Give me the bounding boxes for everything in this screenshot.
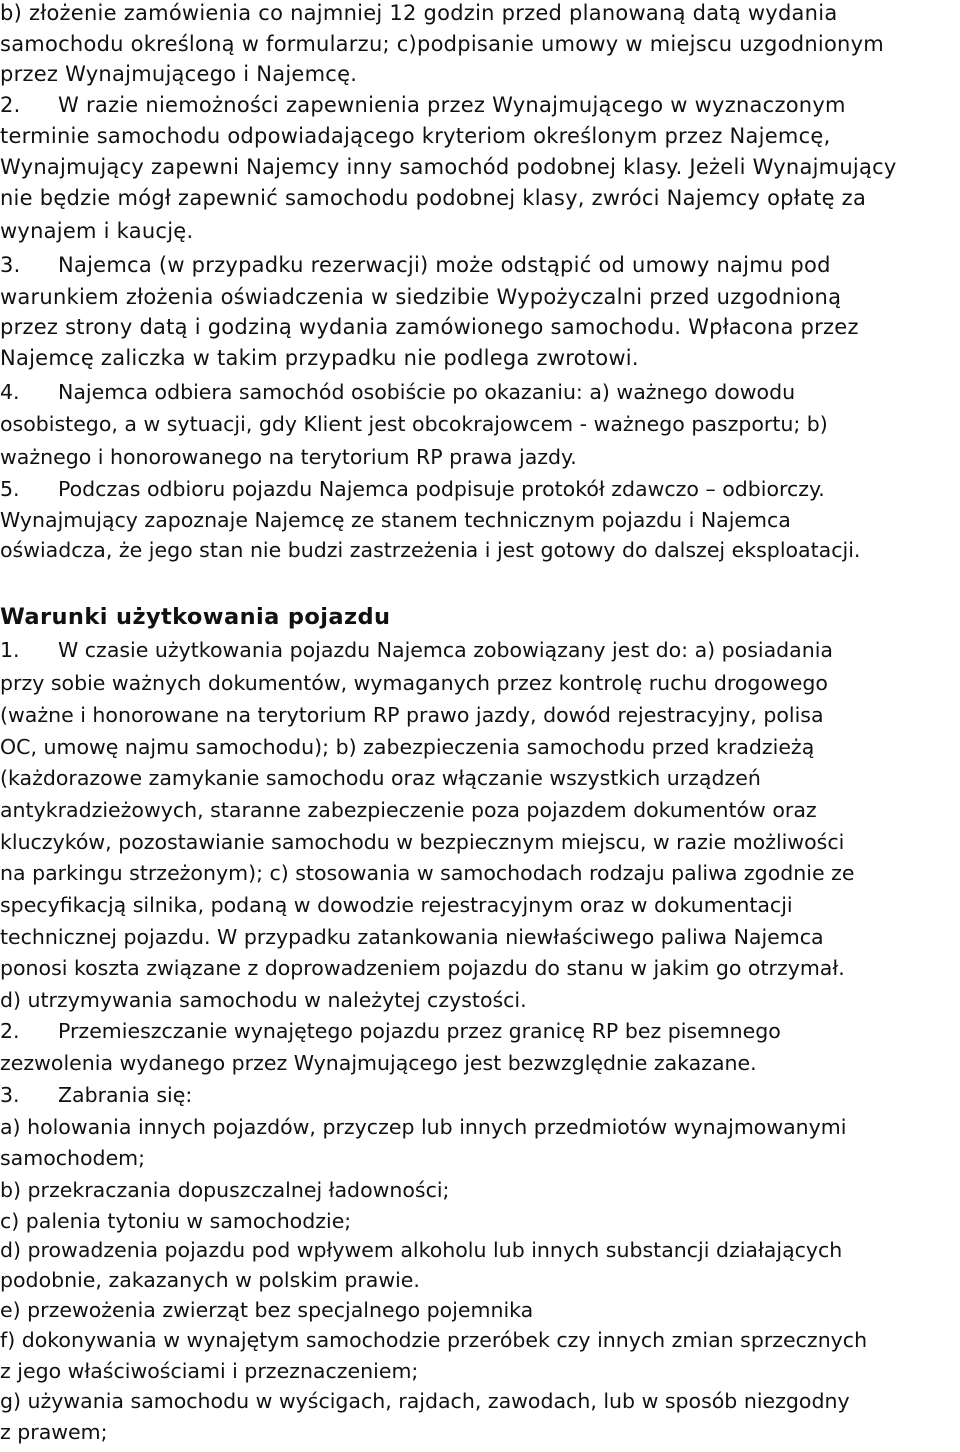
text-line: antykradzieżowych, staranne zabezpieczenie poza pojazdem dokumentów oraz	[0, 798, 817, 822]
item-number: 3.	[0, 1083, 20, 1107]
item-number: 4.	[0, 380, 20, 404]
text-line: technicznej pojazdu. W przypadku zatankowania niewłaściwego paliwa Najemca	[0, 925, 824, 949]
item-number: 3.	[0, 253, 21, 277]
text-line: warunkiem złożenia oświadczenia w siedzibie Wypożyczalni przed uzgodnioną	[0, 285, 842, 309]
item-number: 5.	[0, 477, 20, 501]
text-line: z jego właściwościami i przeznaczeniem;	[0, 1359, 419, 1383]
text-line: b) złożenie zamówienia co najmniej 12 godzin przed planowaną datą wydania	[0, 1, 838, 25]
text-line: oświadcza, że jego stan nie budzi zastrzeżenia i jest gotowy do dalszej eksploatacji.	[0, 538, 861, 562]
text-line: e) przewożenia zwierząt bez specjalnego pojemnika	[0, 1298, 534, 1322]
text-line: nie będzie mógł zapewnić samochodu podobnej klasy, zwróci Najemcy opłatę za	[0, 186, 867, 210]
text-line: osobistego, a w sytuacji, gdy Klient jest obcokrajowcem - ważnego paszportu; b)	[0, 412, 828, 436]
text-line: przy sobie ważnych dokumentów, wymaganych przez kontrolę ruchu drogowego	[0, 671, 828, 695]
condition-2-first-line	[0, 1021, 781, 1042]
item-text: Najemca (w przypadku rezerwacji) może odstąpić od umowy najmu pod	[58, 253, 831, 277]
text-line: przez Wynajmującego i Najemcę.	[0, 62, 358, 86]
text-line: przez strony datą i godziną wydania zamówionego samochodu. Wpłacona przez	[0, 315, 859, 339]
text-line: g) używania samochodu w wyścigach, rajdach, zawodach, lub w sposób niezgodny	[0, 1389, 850, 1413]
text-line: z prawem;	[0, 1420, 108, 1444]
item-text: Najemca odbiera samochód osobiście po okazaniu: a) ważnego dowodu	[58, 380, 796, 404]
item-3-first-line	[0, 255, 831, 276]
item-text: W razie niemożności zapewnienia przez Wynajmującego w wyznaczonym	[58, 93, 846, 117]
item-5-first-line	[0, 479, 825, 500]
text-line: ważnego i honorowanego na terytorium RP prawa jazdy.	[0, 445, 577, 469]
text-line: b) przekraczania dopuszczalnej ładowności;	[0, 1178, 450, 1202]
item-number: 2.	[0, 1019, 20, 1043]
text-line: Najemcę zaliczka w takim przypadku nie podlega zwrotowi.	[0, 346, 639, 370]
text-line: samochodem;	[0, 1146, 146, 1170]
text-line: f) dokonywania w wynajętym samochodzie przeróbek czy innych zmian sprzecznych	[0, 1328, 868, 1352]
text-line: podobnie, zakazanych w polskim prawie.	[0, 1268, 420, 1292]
text-line: wynajem i kaucję.	[0, 219, 194, 243]
text-line: samochodu określoną w formularzu; c)podpisanie umowy w miejscu uzgodnionym	[0, 32, 885, 56]
condition-1-first-line	[0, 640, 833, 661]
text-line: OC, umowę najmu samochodu); b) zabezpieczenia samochodu przed kradzieżą	[0, 735, 815, 759]
section-heading: Warunki użytkowania pojazdu	[0, 604, 391, 630]
text-line: na parkingu strzeżonym); c) stosowania w samochodach rodzaju paliwa zgodnie ze	[0, 861, 855, 885]
item-text: Podczas odbioru pojazdu Najemca podpisuje protokół zdawczo – odbiorczy.	[58, 477, 825, 501]
item-2-first-line	[0, 95, 846, 116]
text-line: ponosi koszta związane z doprowadzeniem pojazdu do stanu w jakim go otrzymał.	[0, 956, 845, 980]
text-line: a) holowania innych pojazdów, przyczep lub innych przedmiotów wynajmowanymi	[0, 1115, 847, 1139]
item-text: W czasie użytkowania pojazdu Najemca zobowiązany jest do: a) posiadania	[58, 638, 833, 662]
condition-3-first-line	[0, 1085, 192, 1106]
text-line: (każdorazowe zamykanie samochodu oraz włączanie wszystkich urządzeń	[0, 766, 761, 790]
text-line: c) palenia tytoniu w samochodzie;	[0, 1209, 352, 1233]
item-number: 1.	[0, 638, 20, 662]
text-line: Wynajmujący zapoznaje Najemcę ze stanem technicznym pojazdu i Najemca	[0, 508, 791, 532]
item-4-first-line	[0, 382, 795, 403]
item-number: 2.	[0, 93, 21, 117]
text-line: d) prowadzenia pojazdu pod wpływem alkoholu lub innych substancji działających	[0, 1238, 843, 1262]
item-text: Zabrania się:	[58, 1083, 193, 1107]
text-line: zezwolenia wydanego przez Wynajmującego jest bezwzględnie zakazane.	[0, 1051, 757, 1075]
text-line: terminie samochodu odpowiadającego kryteriom określonym przez Najemcę,	[0, 124, 831, 148]
text-line: specyfikacją silnika, podaną w dowodzie rejestracyjnym oraz w dokumentacji	[0, 893, 793, 917]
text-line: Wynajmujący zapewni Najemcy inny samochód podobnej klasy. Jeżeli Wynajmujący	[0, 155, 897, 179]
text-line: (ważne i honorowane na terytorium RP prawo jazdy, dowód rejestracyjny, polisa	[0, 703, 824, 727]
item-text: Przemieszczanie wynajętego pojazdu przez granicę RP bez pisemnego	[58, 1019, 781, 1043]
text-line: d) utrzymywania samochodu w należytej czystości.	[0, 988, 527, 1012]
text-line: kluczyków, pozostawianie samochodu w bezpiecznym miejscu, w razie możliwości	[0, 830, 845, 854]
